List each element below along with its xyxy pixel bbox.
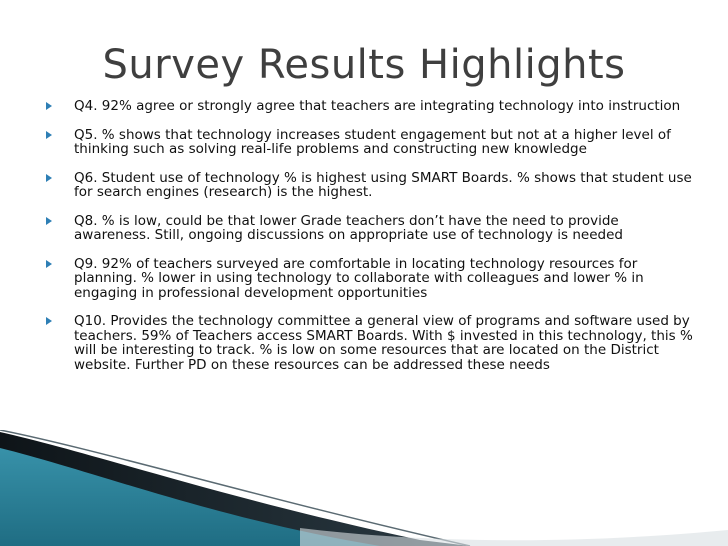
bullet-item — [44, 171, 694, 200]
triangle-bullet-icon — [46, 317, 52, 325]
slide-title: Survey Results Highlights — [102, 42, 626, 88]
bullet-text: Q10. Provides the technology committee a general view of programs and software used by teachers. 59% of Teachers access SMART Boards. With $ invested in this technology, this % will be interesting to track. % is low on some resources that are located on the District website. Further PD on these resources can be addressed these needs — [74, 313, 693, 373]
bullet-item — [44, 214, 694, 243]
triangle-bullet-icon — [46, 102, 52, 110]
triangle-bullet-icon — [46, 174, 52, 182]
bullet-text: Q8. % is low, could be that lower Grade teachers don’t have the need to provide awareness. Still, ongoing discussions on appropriate use of technology is needed — [74, 212, 623, 243]
bullet-list — [44, 99, 694, 386]
bullet-text: Q5. % shows that technology increases student engagement but not at a higher level of thinking such as solving real-life problems and constructing new knowledge — [74, 126, 671, 157]
bullet-item — [44, 257, 694, 301]
bullet-text: Q9. 92% of teachers surveyed are comfortable in locating technology resources for planning. % lower in using technology to collaborate with colleagues and lower % in engaging in professional development opportunities — [74, 255, 644, 301]
bullet-text: Q6. Student use of technology % is highest using SMART Boards. % shows that student use for search engines (research) is the highest. — [74, 169, 692, 200]
triangle-bullet-icon — [46, 131, 52, 139]
triangle-bullet-icon — [46, 260, 52, 268]
decorative-swoosh — [0, 430, 728, 546]
bullet-item — [44, 128, 694, 157]
triangle-bullet-icon — [46, 217, 52, 225]
bullet-item — [44, 99, 694, 114]
bullet-item — [44, 314, 694, 372]
bullet-text: Q4. 92% agree or strongly agree that teachers are integrating technology into instruction — [74, 98, 681, 114]
